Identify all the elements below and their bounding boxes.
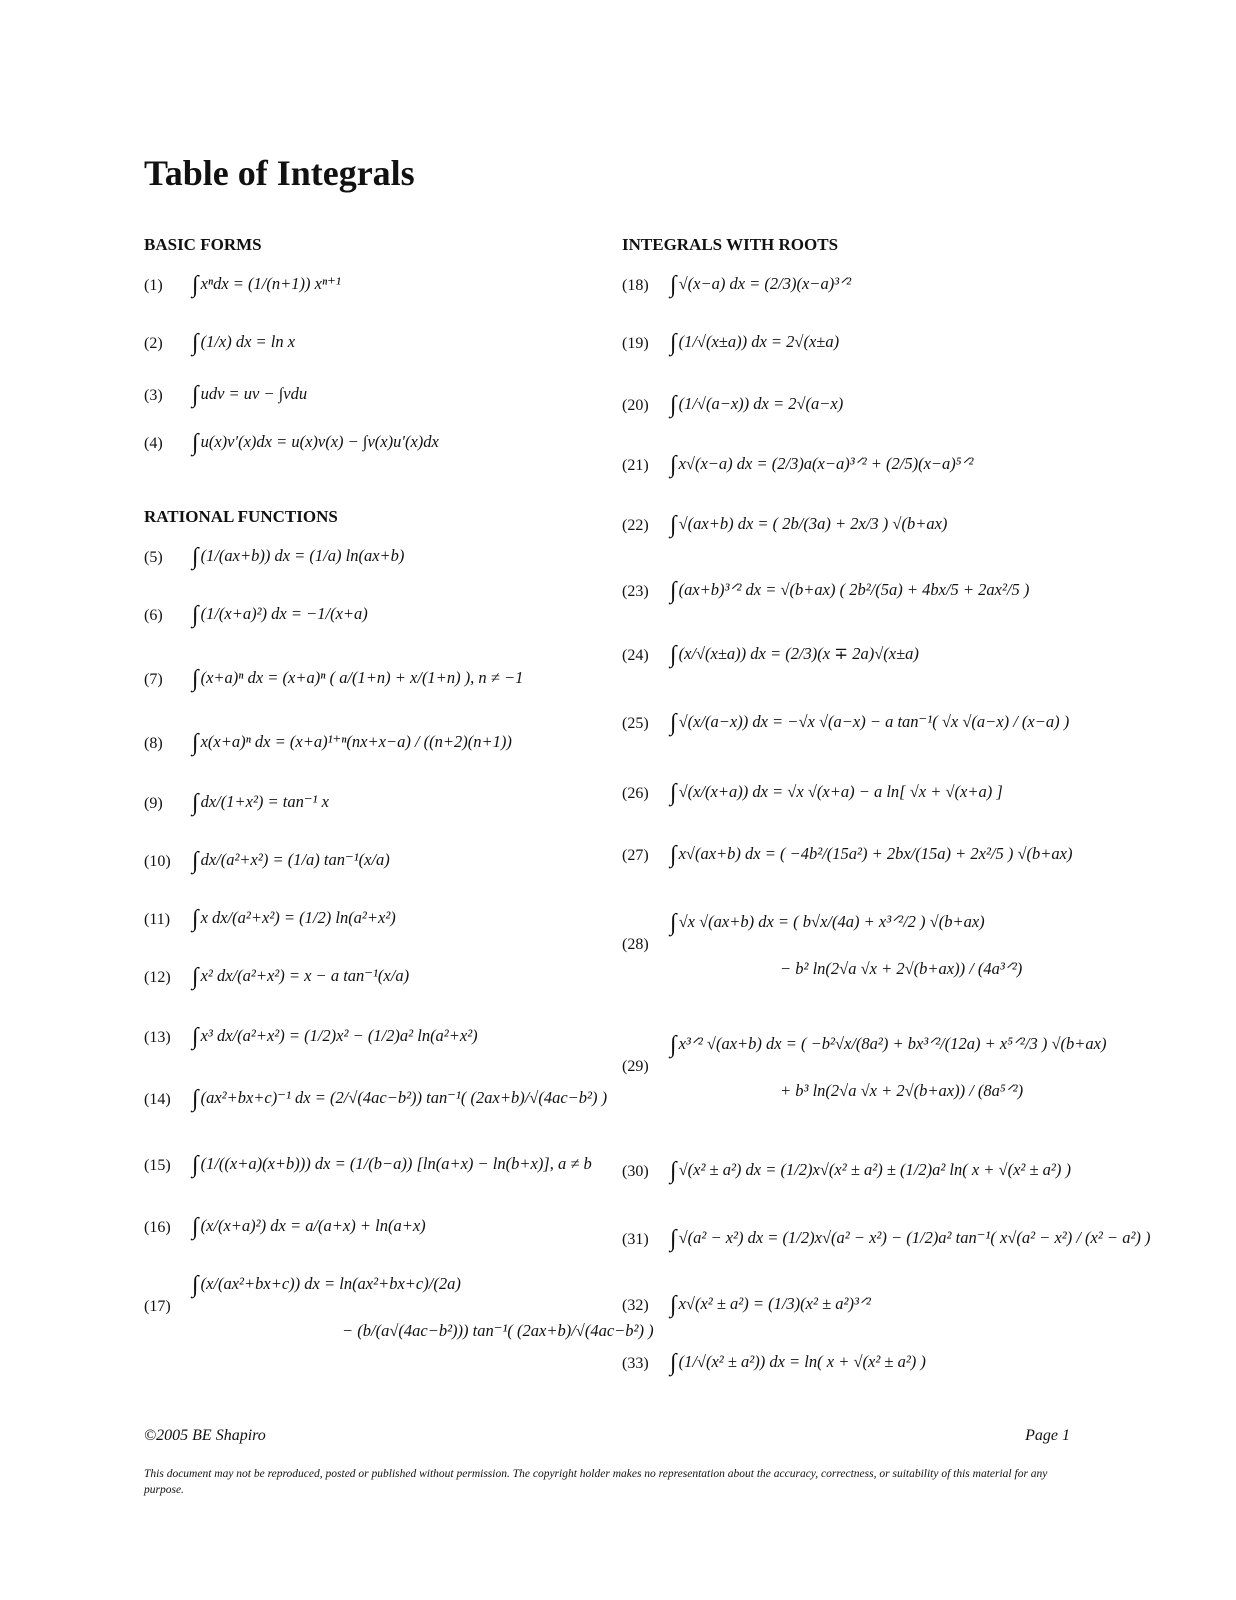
formula-5: (5) ∫ (1/(ax+b)) dx = (1/a) ln(ax+b): [144, 544, 405, 570]
formula-expression: (1/(x+a)²) dx = −1/(x+a): [200, 604, 368, 623]
formula-number: (23): [622, 582, 649, 600]
formula-number: (11): [144, 910, 171, 928]
formula-expression: √(x−a) dx = (2/3)(x−a)³ᐟ²: [678, 274, 852, 293]
formula-expression: (x/√(x±a)) dx = (2/3)(x ∓ 2a)√(x±a): [678, 644, 919, 663]
formula-number: (13): [144, 1028, 171, 1046]
formula-expression: x√(x−a) dx = (2/3)a(x−a)³ᐟ² + (2/5)(x−a)⁵ᐟ²: [678, 454, 974, 473]
formula-expression: (1/√(a−x)) dx = 2√(a−x): [678, 394, 844, 413]
formula-32: (32) ∫ x√(x² ± a²) = (1/3)(x² ± a²)³ᐟ²: [622, 1292, 871, 1318]
formula-number: (6): [144, 606, 163, 624]
formula-20: (20) ∫ (1/√(a−x)) dx = 2√(a−x): [622, 392, 844, 418]
formula-number: (14): [144, 1090, 171, 1108]
formula-expression-line-2: − (b/(a√(4ac−b²))) tan⁻¹( (2ax+b)/√(4ac−b²) ): [342, 1321, 654, 1340]
formula-2: (2) ∫ (1/x) dx = ln x: [144, 330, 296, 356]
formula-expression: u(x)v′(x)dx = u(x)v(x) − ∫v(x)u′(x)dx: [200, 432, 439, 451]
section-heading-basic-forms: BASIC FORMS: [144, 235, 262, 254]
formula-number: (32): [622, 1296, 649, 1314]
formula-23: (23) ∫ (ax+b)³ᐟ² dx = √(b+ax) ( 2b²/(5a) + 4bx/5 + 2ax²/5 ): [622, 578, 1030, 604]
formula-expression-line-2: + b³ ln(2√a √x + 2√(b+ax)) / (8a⁵ᐟ²): [780, 1081, 1024, 1100]
formula-7: (7) ∫ (x+a)ⁿ dx = (x+a)ⁿ ( a/(1+n) + x/(1+n) ), n ≠ −1: [144, 666, 524, 692]
formula-number: (2): [144, 334, 163, 352]
formula-expression: x√(x² ± a²) = (1/3)(x² ± a²)³ᐟ²: [678, 1294, 871, 1313]
formula-27: (27) ∫ x√(ax+b) dx = ( −4b²/(15a²) + 2bx/(15a) + 2x²/5 ) √(b+ax): [622, 842, 1073, 868]
formula-expression: xⁿdx = (1/(n+1)) xⁿ⁺¹: [200, 274, 341, 293]
formula-expression: √(a² − x²) dx = (1/2)x√(a² − x²) − (1/2)a² tan⁻¹( x√(a² − x²) / (x² − a²) ): [678, 1228, 1151, 1247]
formula-31: (31) ∫ √(a² − x²) dx = (1/2)x√(a² − x²) − (1/2)a² tan⁻¹( x√(a² − x²) / (x² − a²) ): [622, 1226, 1151, 1252]
formula-number: (3): [144, 386, 163, 404]
formula-expression: (ax²+bx+c)⁻¹ dx = (2/√(4ac−b²)) tan⁻¹( (2ax+b)/√(4ac−b²) ): [200, 1088, 608, 1107]
formula-21: (21) ∫ x√(x−a) dx = (2/3)a(x−a)³ᐟ² + (2/5)(x−a)⁵ᐟ²: [622, 452, 974, 478]
formula-29: (29) ∫ x³ᐟ² √(ax+b) dx = ( −b²√x/(8a²) + bx³ᐟ²/(12a) + x⁵ᐟ²/3 ) √(b+ax) + b³ ln(2√a √x + 2√(b+ax)) / (8a⁵ᐟ²): [622, 1032, 1107, 1100]
formula-expression: dx/(a²+x²) = (1/a) tan⁻¹(x/a): [200, 850, 390, 869]
formula-33: (33) ∫ (1/√(x² ± a²)) dx = ln( x + √(x² ± a²) ): [622, 1350, 926, 1376]
formula-expression: (1/√(x² ± a²)) dx = ln( x + √(x² ± a²) ): [678, 1352, 926, 1371]
formula-expression: x² dx/(a²+x²) = x − a tan⁻¹(x/a): [200, 966, 410, 985]
formula-expression: x(x+a)ⁿ dx = (x+a)¹⁺ⁿ(nx+x−a) / ((n+2)(n+1)): [200, 732, 512, 751]
formula-number: (17): [144, 1297, 171, 1315]
formula-4: (4) ∫ u(x)v′(x)dx = u(x)v(x) − ∫v(x)u′(x)dx: [144, 430, 439, 456]
formula-number: (20): [622, 396, 649, 414]
formula-number: (1): [144, 276, 163, 294]
formula-number: (24): [622, 646, 649, 664]
formula-expression-line-1: x³ᐟ² √(ax+b) dx = ( −b²√x/(8a²) + bx³ᐟ²/(12a) + x⁵ᐟ²/3 ) √(b+ax): [678, 1034, 1107, 1053]
formula-12: (12) ∫ x² dx/(a²+x²) = x − a tan⁻¹(x/a): [144, 964, 410, 990]
formula-number: (22): [622, 516, 649, 534]
formula-expression: √(x² ± a²) dx = (1/2)x√(x² ± a²) ± (1/2)a² ln( x + √(x² ± a²) ): [678, 1160, 1071, 1179]
formula-expression: (x+a)ⁿ dx = (x+a)ⁿ ( a/(1+n) + x/(1+n) ), n ≠ −1: [200, 668, 524, 687]
formula-number: (25): [622, 714, 649, 732]
formula-number: (9): [144, 794, 163, 812]
formula-number: (12): [144, 968, 171, 986]
section-heading-rational-functions: RATIONAL FUNCTIONS: [144, 507, 338, 526]
formula-22: (22) ∫ √(ax+b) dx = ( 2b/(3a) + 2x/3 ) √(b+ax): [622, 512, 948, 538]
formula-14: (14) ∫ (ax²+bx+c)⁻¹ dx = (2/√(4ac−b²)) tan⁻¹( (2ax+b)/√(4ac−b²) ): [144, 1086, 608, 1112]
formula-6: (6) ∫ (1/(x+a)²) dx = −1/(x+a): [144, 602, 368, 628]
formula-30: (30) ∫ √(x² ± a²) dx = (1/2)x√(x² ± a²) ± (1/2)a² ln( x + √(x² ± a²) ): [622, 1158, 1071, 1184]
footer-disclaimer: This document may not be reproduced, posted or published without permission. The copyright holder makes no representation about the accuracy, correctness, or suitability of this material for any purpose.: [144, 1468, 1048, 1496]
formula-expression: √(ax+b) dx = ( 2b/(3a) + 2x/3 ) √(b+ax): [678, 514, 948, 533]
formula-24: (24) ∫ (x/√(x±a)) dx = (2/3)(x ∓ 2a)√(x±a): [622, 642, 919, 668]
formula-8: (8) ∫ x(x+a)ⁿ dx = (x+a)¹⁺ⁿ(nx+x−a) / ((n+2)(n+1)): [144, 730, 512, 756]
formula-number: (10): [144, 852, 171, 870]
formula-3: (3) ∫ udv = uv − ∫vdu: [144, 382, 308, 408]
formula-number: (18): [622, 276, 649, 294]
section-heading-integrals-with-roots: INTEGRALS WITH ROOTS: [622, 235, 839, 254]
formula-expression: (x/(x+a)²) dx = a/(a+x) + ln(a+x): [200, 1216, 426, 1235]
formula-expression: (1/((x+a)(x+b))) dx = (1/(b−a)) [ln(a+x) − ln(b+x)], a ≠ b: [200, 1154, 592, 1173]
formula-25: (25) ∫ √(x/(a−x)) dx = −√x √(a−x) − a tan⁻¹( √x √(a−x) / (x−a) ): [622, 710, 1070, 736]
formula-expression: (1/(ax+b)) dx = (1/a) ln(ax+b): [200, 546, 405, 565]
formula-number: (33): [622, 1354, 649, 1372]
formula-26: (26) ∫ √(x/(x+a)) dx = √x √(x+a) − a ln[ √x + √(x+a) ]: [622, 780, 1003, 806]
footer-page-number: Page 1: [1025, 1427, 1070, 1444]
formula-number: (4): [144, 434, 163, 452]
formula-number: (5): [144, 548, 163, 566]
formula-expression-line-1: √x √(ax+b) dx = ( b√x/(4a) + x³ᐟ²/2 ) √(b+ax): [678, 912, 985, 931]
formula-expression-line-2: − b² ln(2√a √x + 2√(b+ax)) / (4a³ᐟ²): [780, 959, 1023, 978]
formula-number: (31): [622, 1230, 649, 1248]
formula-number: (27): [622, 846, 649, 864]
formula-11: (11) ∫ x dx/(a²+x²) = (1/2) ln(a²+x²): [144, 906, 396, 932]
formula-9: (9) ∫ dx/(1+x²) = tan⁻¹ x: [144, 790, 329, 816]
formula-10: (10) ∫ dx/(a²+x²) = (1/a) tan⁻¹(x/a): [144, 848, 390, 874]
formula-number: (30): [622, 1162, 649, 1180]
formula-number: (15): [144, 1156, 171, 1174]
formula-expression-line-1: (x/(ax²+bx+c)) dx = ln(ax²+bx+c)/(2a): [200, 1274, 461, 1293]
formula-expression: √(x/(a−x)) dx = −√x √(a−x) − a tan⁻¹( √x √(a−x) / (x−a) ): [678, 712, 1070, 731]
formula-number: (19): [622, 334, 649, 352]
formula-expression: dx/(1+x²) = tan⁻¹ x: [200, 792, 329, 811]
formula-expression: (1/√(x±a)) dx = 2√(x±a): [678, 332, 840, 351]
formula-expression: x dx/(a²+x²) = (1/2) ln(a²+x²): [200, 908, 396, 927]
formula-17: (17) ∫ (x/(ax²+bx+c)) dx = ln(ax²+bx+c)/(2a) − (b/(a√(4ac−b²))) tan⁻¹( (2ax+b)/√(4ac−b²) ): [144, 1272, 654, 1340]
formula-number: (26): [622, 784, 649, 802]
formula-19: (19) ∫ (1/√(x±a)) dx = 2√(x±a): [622, 330, 840, 356]
formula-13: (13) ∫ x³ dx/(a²+x²) = (1/2)x² − (1/2)a² ln(a²+x²): [144, 1024, 478, 1050]
formula-expression: (1/x) dx = ln x: [200, 332, 296, 351]
formula-number: (28): [622, 935, 649, 953]
formula-expression: x³ dx/(a²+x²) = (1/2)x² − (1/2)a² ln(a²+x²): [200, 1026, 478, 1045]
formula-number: (16): [144, 1218, 171, 1236]
formula-number: (29): [622, 1057, 649, 1075]
page-title: Table of Integrals: [144, 153, 415, 193]
formula-number: (8): [144, 734, 163, 752]
footer-copyright: ©2005 BE Shapiro: [144, 1427, 266, 1444]
formula-1: (1) ∫ xⁿdx = (1/(n+1)) xⁿ⁺¹: [144, 272, 341, 298]
formula-28: (28) ∫ √x √(ax+b) dx = ( b√x/(4a) + x³ᐟ²/2 ) √(b+ax) − b² ln(2√a √x + 2√(b+ax)) / (4a³ᐟ²): [622, 910, 1023, 978]
formula-expression: √(x/(x+a)) dx = √x √(x+a) − a ln[ √x + √(x+a) ]: [678, 782, 1003, 801]
formula-number: (21): [622, 456, 649, 474]
formula-expression: (ax+b)³ᐟ² dx = √(b+ax) ( 2b²/(5a) + 4bx/5 + 2ax²/5 ): [678, 580, 1030, 599]
formula-number: (7): [144, 670, 163, 688]
formula-18: (18) ∫ √(x−a) dx = (2/3)(x−a)³ᐟ²: [622, 272, 852, 298]
formula-16: (16) ∫ (x/(x+a)²) dx = a/(a+x) + ln(a+x): [144, 1214, 426, 1240]
formula-expression: x√(ax+b) dx = ( −4b²/(15a²) + 2bx/(15a) + 2x²/5 ) √(b+ax): [678, 844, 1073, 863]
formula-15: (15) ∫ (1/((x+a)(x+b))) dx = (1/(b−a)) [ln(a+x) − ln(b+x)], a ≠ b: [144, 1152, 592, 1178]
formula-expression: udv = uv − ∫vdu: [200, 384, 308, 403]
